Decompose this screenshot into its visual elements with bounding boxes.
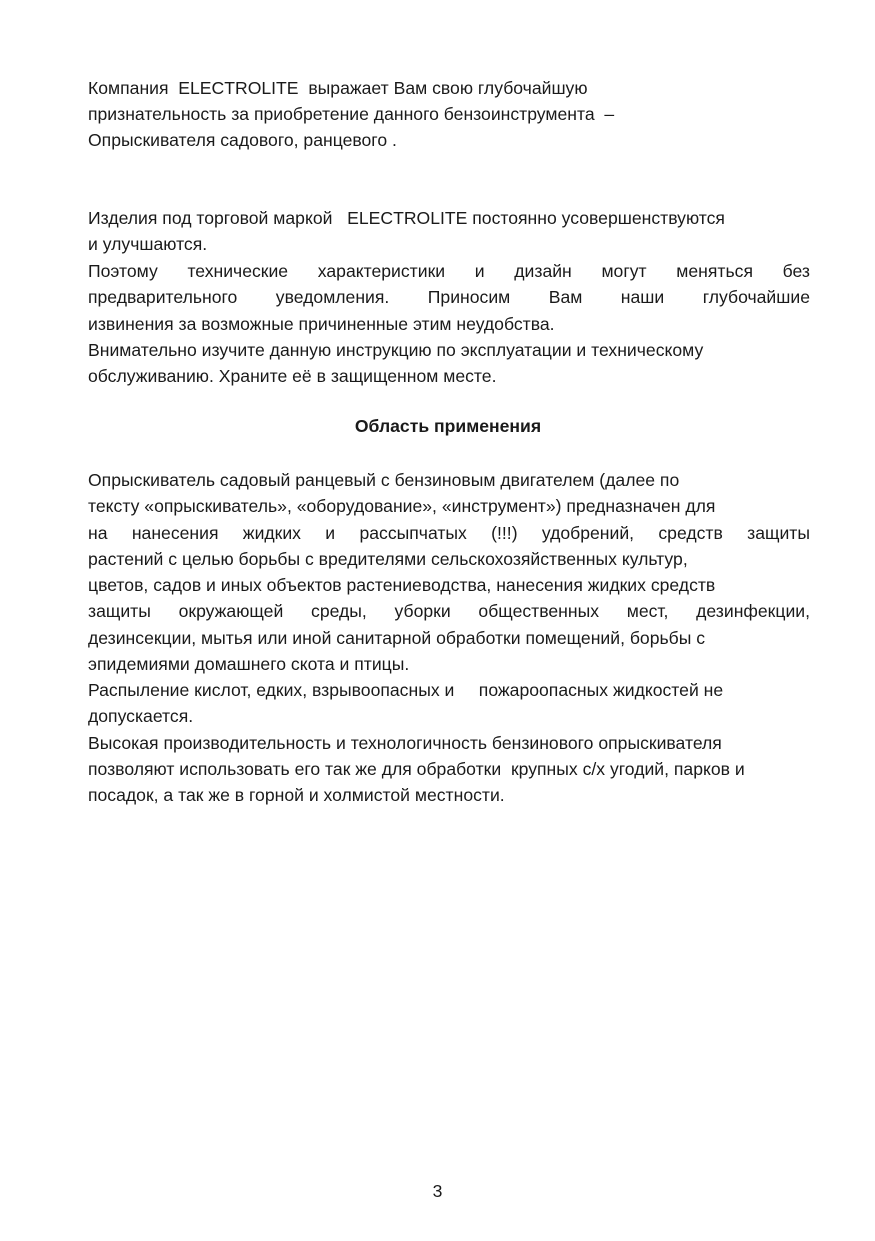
- application-line: цветов, садов и иных объектов растениеводства, нанесения жидких средств: [88, 575, 716, 595]
- application-line: эпидемиями домашнего скота и птицы.: [88, 654, 410, 674]
- application-line: Высокая производительность и технологичность бензинового опрыскивателя: [88, 733, 722, 753]
- application-line: тексту «опрыскиватель», «оборудование», «инструмент») предназначен для: [88, 496, 716, 516]
- application-line: позволяют использовать его так же для обработки крупных с/х угодий, парков и: [88, 759, 745, 779]
- application-line: растений с целью борьбы с вредителями сельскохозяйственных культур,: [88, 549, 688, 569]
- section-title: Область применения: [354, 416, 542, 436]
- notice-line: извинения за возможные причиненные этим неудобства.: [88, 314, 555, 334]
- application-line: дезинсекции, мытья или иной санитарной обработки помещений, борьбы с: [88, 628, 706, 648]
- intro-line: признательность за приобретение данного бензоинструмента –: [88, 104, 615, 124]
- intro-line: Опрыскивателя садового, ранцевого .: [88, 130, 397, 150]
- notice-line: и улучшаются.: [88, 234, 208, 254]
- application-line: защиты окружающей среды, уборки общественных мест, дезинфекции,: [88, 601, 810, 621]
- intro-line: Компания ELECTROLITE выражает Вам свою глубочайшую: [88, 78, 588, 98]
- notice-line: обслуживанию. Храните её в защищенном месте.: [88, 366, 497, 386]
- notice-line: Изделия под торговой маркой ELECTROLITE постоянно усовершенствуются: [88, 208, 725, 228]
- notice-line: предварительного уведомления. Приносим Вам наши глубочайшие: [88, 287, 810, 307]
- application-line: на нанесения жидких и рассыпчатых (!!!) удобрений, средств защиты: [88, 523, 810, 543]
- notice-line: Внимательно изучите данную инструкцию по эксплуатации и техническому: [88, 340, 704, 360]
- application-line: Опрыскиватель садовый ранцевый с бензиновым двигателем (далее по: [88, 470, 680, 490]
- application-line: посадок, а так же в горной и холмистой местности.: [88, 785, 505, 805]
- notice-line: Поэтому технические характеристики и дизайн могут меняться без: [88, 261, 810, 281]
- application-line: Распыление кислот, едких, взрывоопасных и пожароопасных жидкостей не: [88, 680, 724, 700]
- application-line: допускается.: [88, 706, 194, 726]
- page-number: 3: [432, 1181, 443, 1201]
